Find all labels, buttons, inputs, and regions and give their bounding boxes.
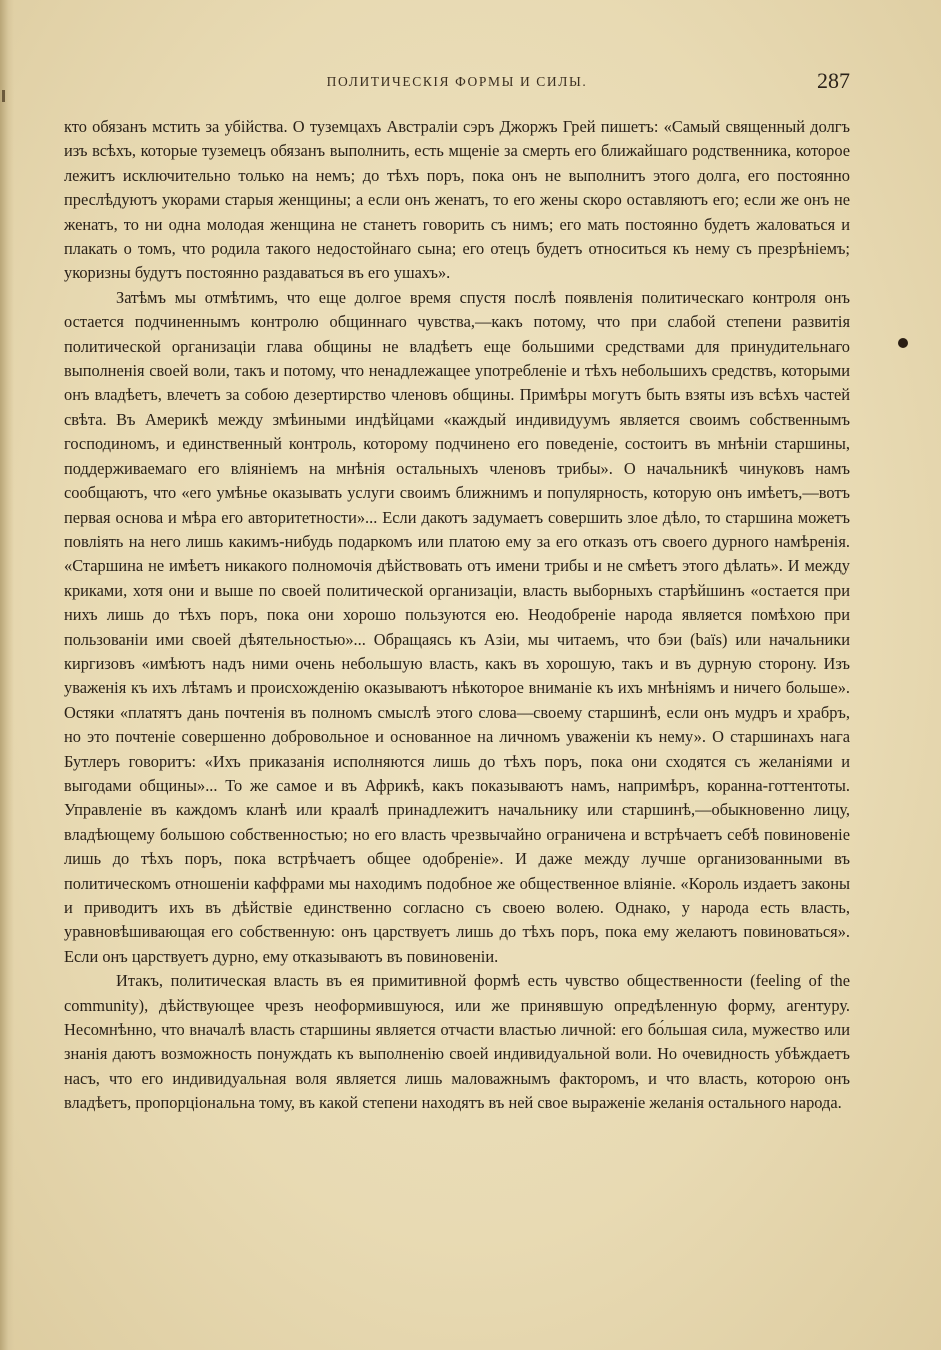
body-text <box>64 115 850 1116</box>
binding-mark <box>2 90 5 102</box>
page-spine-shadow <box>0 0 14 1350</box>
running-title: ПОЛИТИЧЕСКІЯ ФОРМЫ И СИЛЫ. <box>326 74 588 89</box>
page-header <box>64 68 850 96</box>
paragraph-1: кто обязанъ мстить за убійства. О туземцахъ Австраліи сэръ Джоржъ Грей пишетъ: «Самый священный долгъ изъ всѣхъ, которые туземецъ обязанъ выполнить, есть мщеніе за смерть его ближайшаго родственника, которое лежитъ исключительно только на немъ; до тѣхъ поръ, пока онъ не выполнитъ этого долга, его постоянно преслѣдуютъ укорами старыя женщины; а если онъ женатъ, то его жены скоро оставляютъ его; если же онъ не женатъ, то ни одна молодая женщина не станетъ говорить съ нимъ; его мать постоянно будетъ жаловаться и плакать о томъ, что родила такого недостойнаго сына; его отецъ будетъ относиться къ нему съ презрѣніемъ; укоризны будутъ постоянно раздаваться въ его ушахъ». <box>64 117 850 283</box>
paragraph-3: Итакъ, политическая власть въ ея примитивной формѣ есть чувство общественности (feeling of the community), дѣйствующее чрезъ неоформившуюся, или же принявшую опредѣленную форму, агентуру. Несомнѣнно, что вначалѣ власть старшины является отчасти властью личной: его бо́льшая сила, мужество или знанія даютъ возможность понуждать къ выполненію своей индивидуальной воли. Но очевидность убѣждаетъ насъ, что его индивидуальная воля является лишь маловажнымъ факторомъ, и что власть, которою онъ владѣетъ, пропорціональна тому, въ какой степени находятъ въ ней свое выраженіе желанія остального народа. <box>64 971 850 1113</box>
paragraph-2: Затѣмъ мы отмѣтимъ, что еще долгое время спустя послѣ появленія политическаго контроля онъ остается подчиненнымъ контролю общиннаго чувства,—какъ потому, что при слабой степени развитія политической организаціи глава общины не владѣетъ еще большими средствами для принудительнаго выполненія своей воли, такъ и потому, что ненадлежащее употребленіе и тѣхъ небольшихъ средствъ, которыми онъ владѣетъ, влечетъ за собою дезертирство членовъ общины. Примѣры могутъ быть взяты изъ всѣхъ частей свѣта. Въ Америкѣ между змѣиными индѣйцами «каждый индивидуумъ является своимъ собственнымъ господиномъ, и единственный контроль, которому подчинено его поведеніе, состоитъ въ мнѣніи старшины, поддерживаемаго его вліяніемъ на мнѣнія остальныхъ членовъ трибы». О начальникѣ чинуковъ намъ сообщаютъ, что «его умѣнье оказывать услуги своимъ ближнимъ и популярность, которую онъ имѣетъ,—вотъ первая основа и мѣра его авторитетности»... Если дакотъ задумаетъ совершить злое дѣло, то старшина можетъ повліять на него лишь какимъ-нибудь подаркомъ или платою ему за его отказъ отъ своего дурного намѣренія. «Старшина не имѣетъ никакого полномочія дѣйствовать отъ имени трибы и не смѣетъ этого дѣлать». И между криками, хотя они и выше по своей политической организаціи, власть выборныхъ старѣйшинъ «остается при нихъ лишь до тѣхъ поръ, пока они хорошо пользуются ею. Неодобреніе народа является помѣхою при пользованіи ими своей дѣятельностью»... Обращаясь къ Азіи, мы читаемъ, что бэи (baïs) или начальники киргизовъ «имѣютъ надъ ними очень небольшую власть, какъ въ хорошую, такъ и въ дурную сторону. Изъ уваженія къ ихъ лѣтамъ и происхожденію оказываютъ нѣкоторое вниманіе къ ихъ мнѣніямъ и ничего больше». Остяки «платятъ дань почтенія въ полномъ смыслѣ этого слова—своему старшинѣ, если онъ мудръ и храбръ, но это почтеніе совершенно добровольное и основанное на личномъ уваженіи къ нему». О старшинахъ нага Бутлеръ говоритъ: «Ихъ приказанія исполняются лишь до тѣхъ поръ, пока они сходятся съ желаніями и выгодами общины»... То же самое и въ Африкѣ, какъ показываютъ намъ, напримѣръ, коранна-готтентоты. Управленіе въ каждомъ кланѣ или краалѣ принадлежитъ начальнику или старшинѣ,—обыкновенно лицу, владѣющему большою собственностью; но его власть чрезвычайно ограничена и встрѣчаетъ себѣ повиновеніе лишь до тѣхъ поръ, пока встрѣчаетъ общее одобреніе». И даже между лучше организованными въ политическомъ отношеніи каффрами мы находимъ подобное же общественное вліяніе. «Король издаетъ законы и приводитъ ихъ въ дѣйствіе единственно согласно съ своею волею. Однако, у народа есть власть, уравновѣшивающая его собственную: онъ царствуетъ лишь до тѣхъ поръ, пока ему желаютъ повиноваться». Если онъ царствуетъ дурно, ему отказываютъ въ повиновеніи. <box>64 287 850 966</box>
ink-blot <box>898 338 908 348</box>
page-number: 287 <box>817 68 850 93</box>
